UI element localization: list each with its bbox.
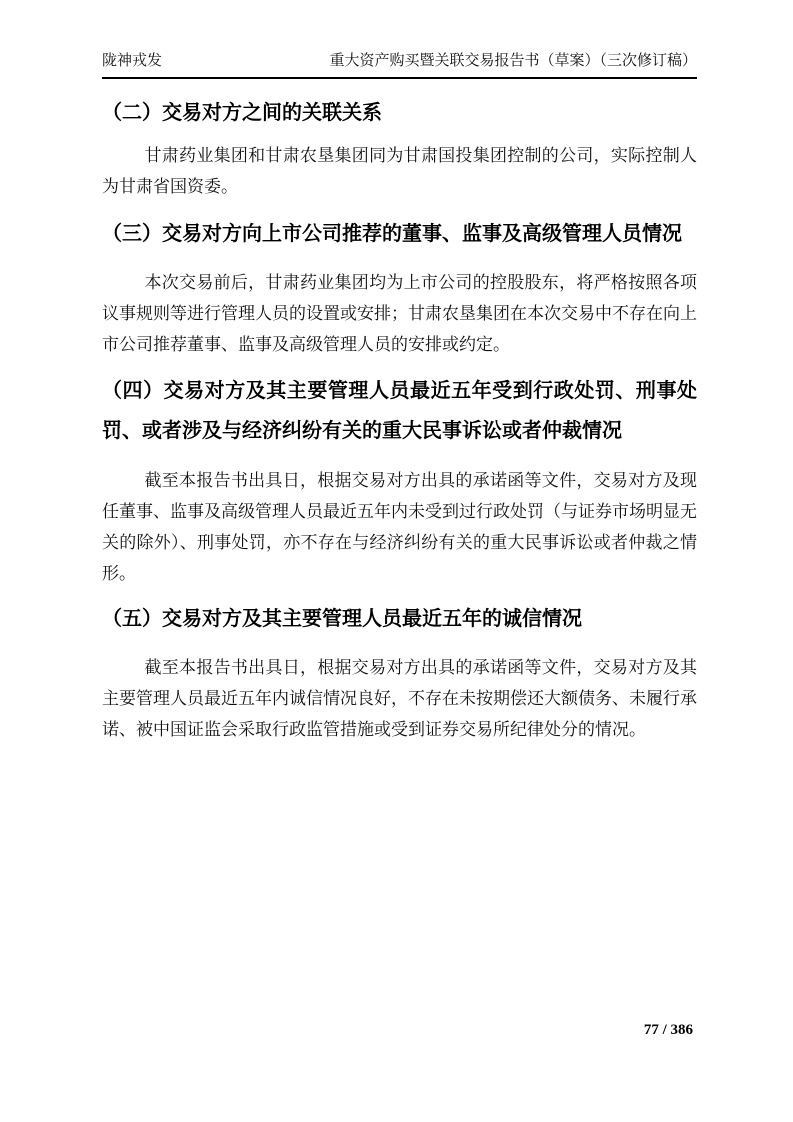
header-company-name: 陇神戎发 (102, 53, 163, 69)
section-paragraph: 本次交易前后，甘肃药业集团均为上市公司的控股股东，将严格按照各项议事规则等进行管理人员的设置或安排；甘肃农垦集团在本次交易中不存在向上市公司推荐董事、监事及高级管理人员的安排或约定。 (102, 273, 697, 354)
section-paragraph: 截至本报告书出具日，根据交易对方出具的承诺函等文件，交易对方及其主要管理人员最近五年内诚信情况良好，不存在未按期偿还大额债务、未履行承诺、被中国证监会采取行政监管措施或受到证券交易所纪律处分的情况。 (102, 658, 697, 739)
section-heading: （五）交易对方及其主要管理人员最近五年的诚信情况 (102, 608, 582, 630)
header-report-title: 重大资产购买暨关联交易报告书（草案）（三次修订稿） (329, 53, 697, 69)
section-heading: （二）交易对方之间的关联关系 (102, 102, 382, 124)
section-integrity-status (102, 599, 697, 745)
section-heading: （四）交易对方及其主要管理人员最近五年受到行政处罚、刑事处罚、或者涉及与经济纠纷有关的重大民事诉讼或者仲裁情况 (102, 380, 697, 442)
page-header (102, 0, 697, 79)
section-paragraph: 截至本报告书出具日，根据交易对方出具的承诺函等文件，交易对方及现任董事、监事及高级管理人员最近五年内未受到过行政处罚（与证券市场明显无关的除外）、刑事处罚，亦不存在与经济纠纷有关的重大民事诉讼或者仲裁之情形。 (102, 471, 697, 583)
section-paragraph: 甘肃药业集团和甘肃农垦集团同为甘肃国投集团控制的公司，实际控制人为甘肃省国资委。 (102, 146, 697, 196)
section-related-relationship (102, 93, 697, 202)
page-number: 77 / 386 (643, 1022, 693, 1038)
section-penalties-litigation (102, 371, 697, 589)
section-heading: （三）交易对方向上市公司推荐的董事、监事及高级管理人员情况 (102, 223, 682, 245)
section-recommended-directors (102, 214, 697, 360)
